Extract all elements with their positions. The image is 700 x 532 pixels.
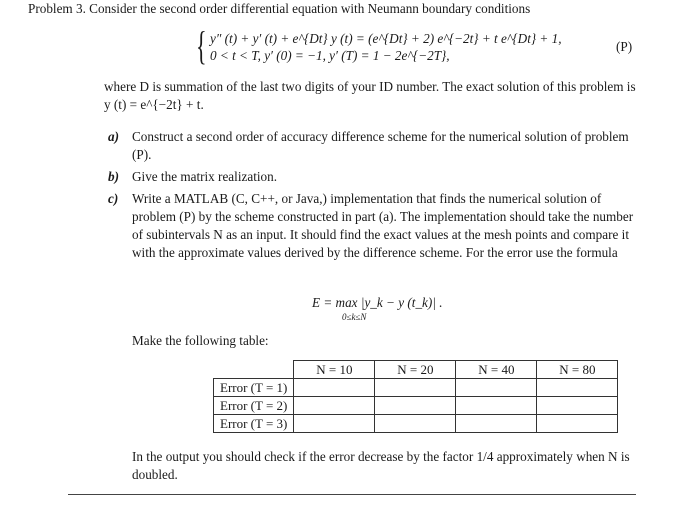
row-header: Error (T = 3) — [214, 415, 294, 433]
column-header: N = 20 — [375, 361, 456, 379]
equation-tag: (P) — [616, 39, 633, 54]
part-c-label: c) — [108, 191, 119, 206]
table-cell — [375, 397, 456, 415]
part-c-text: Write a MATLAB (C, C++, or Java,) implementation that finds the numerical solution of problem (P) by the scheme constructed in part (a). The implementation should take the number of subintervals N as an input. It should find the exact values at the mesh points and compare it with the approximate values derived by the difference scheme. For the error use the formula — [132, 191, 634, 260]
conclusion-text: In the output you should check if the error decrease by the factor 1/4 approximately when N is doubled. — [132, 449, 630, 482]
table-cell — [375, 379, 456, 397]
table-row — [214, 415, 618, 433]
table-cell — [456, 379, 537, 397]
table-cell — [456, 415, 537, 433]
equation-line-2: 0 < t < T, y′ (0) = −1, y′ (T) = 1 − 2e^{−2T}, — [210, 48, 450, 63]
table-corner — [214, 361, 294, 379]
page-divider — [68, 494, 636, 495]
problem-intro: where D is summation of the last two digits of your ID number. The exact solution of this problem is y (t) = e^{−2t} + t. — [104, 79, 636, 112]
table-row — [214, 397, 618, 415]
row-header: Error (T = 1) — [214, 379, 294, 397]
left-brace-icon: { — [196, 23, 207, 68]
table-cell — [537, 397, 618, 415]
error-formula-subscript: 0≤k≤N — [342, 312, 367, 322]
row-header: Error (T = 2) — [214, 397, 294, 415]
equation-line-1: y″ (t) + y′ (t) + e^{Dt} y (t) = (e^{Dt} + 2) e^{−2t} + t e^{Dt} + 1, — [210, 31, 562, 46]
table-row — [214, 379, 618, 397]
part-b-text: Give the matrix realization. — [132, 169, 278, 184]
problem-title: Problem 3. Consider the second order differential equation with Neumann boundary conditions — [28, 1, 531, 16]
column-header: N = 40 — [456, 361, 537, 379]
column-header: N = 80 — [537, 361, 618, 379]
equation-system — [196, 23, 636, 70]
table-cell — [537, 415, 618, 433]
table-header-row — [214, 361, 618, 379]
table-cell — [294, 415, 375, 433]
part-a-text: Construct a second order of accuracy difference scheme for the numerical solution of problem (P). — [132, 129, 629, 162]
table-cell — [375, 415, 456, 433]
column-header: N = 10 — [294, 361, 375, 379]
table-cell — [456, 397, 537, 415]
table-cell — [294, 397, 375, 415]
error-table — [213, 360, 618, 433]
part-b-label: b) — [108, 169, 119, 184]
part-a-label: a) — [108, 129, 119, 144]
table-intro: Make the following table: — [132, 333, 269, 348]
table-cell — [537, 379, 618, 397]
table-cell — [294, 379, 375, 397]
error-formula: E = max |y_k − y (t_k)| . — [312, 295, 443, 310]
